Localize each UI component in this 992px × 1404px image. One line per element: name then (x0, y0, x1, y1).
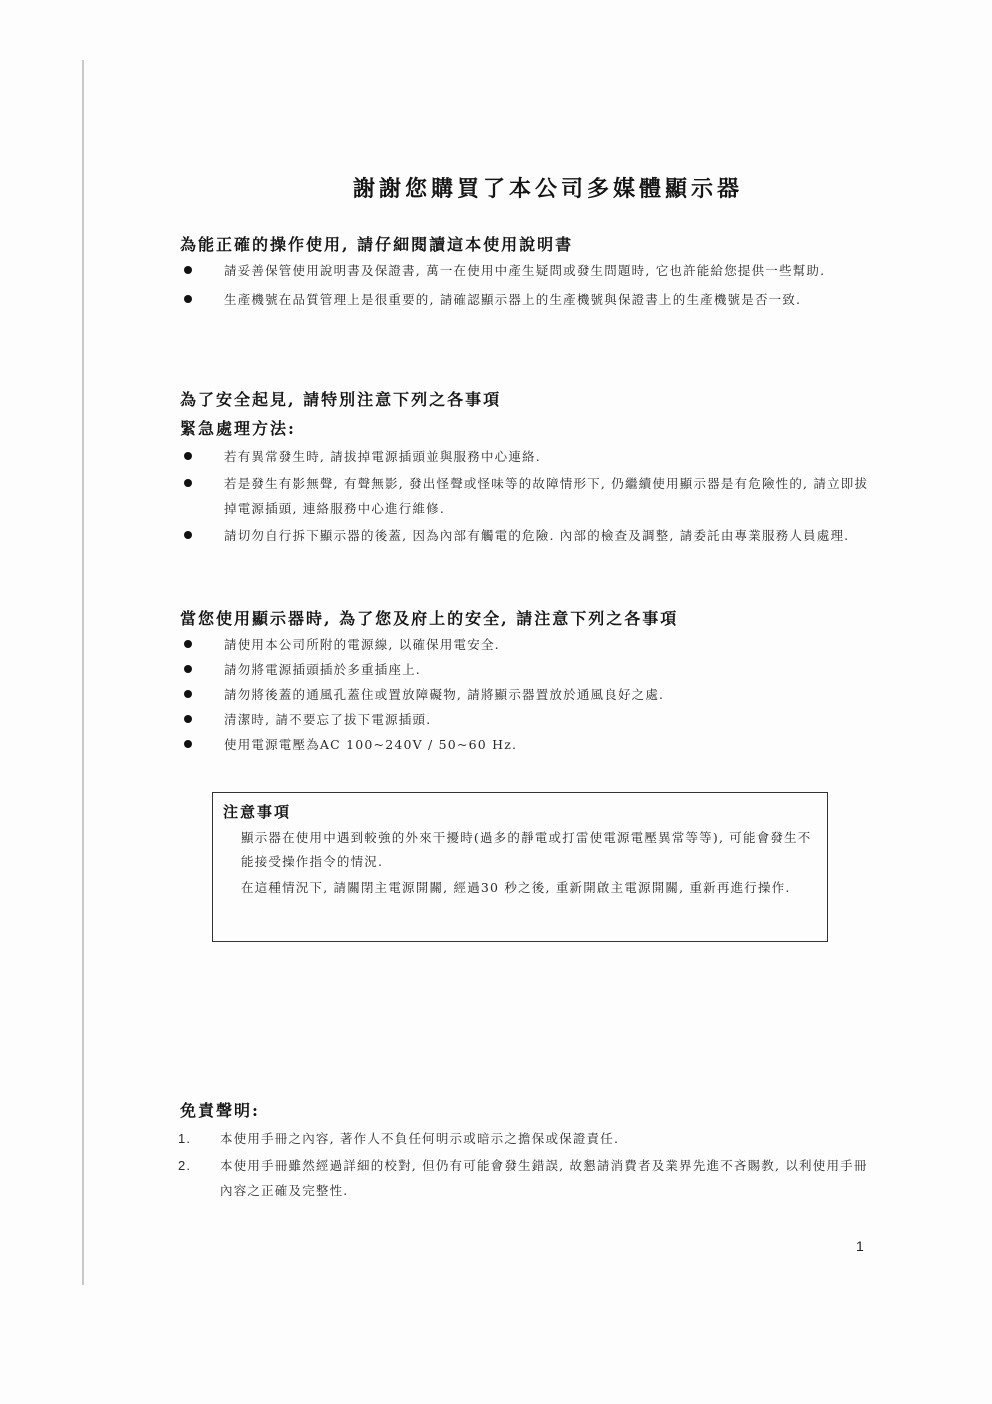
page-title: 謝謝您購買了本公司多媒體顯示器 (352, 176, 743, 202)
bullet-icon (184, 740, 192, 748)
section2-subheading: 緊急處理方法: (180, 419, 296, 438)
list-item-text: 請勿將電源插頭插於多重插座上. (224, 662, 421, 677)
section2-heading: 為了安全起見, 請特別注意下列之各事項 (180, 390, 502, 409)
list-item-text: 使用電源電壓為AC 100~240V / 50~60 Hz. (224, 737, 518, 752)
page-edge-line (82, 60, 84, 1285)
list-item (178, 1153, 868, 1203)
section1-list (180, 258, 870, 316)
section3-heading: 當您使用顯示器時, 為了您及府上的安全, 請注意下列之各事項 (180, 609, 679, 628)
list-number: 1. (178, 1131, 192, 1146)
list-item-text: 本使用手冊雖然經過詳細的校對, 但仍有可能會發生錯誤, 故懇請消費者及業界先進不吝賜教, 以利使用手冊內容之正確及完整性. (220, 1158, 868, 1198)
bullet-icon (184, 531, 192, 539)
list-item-text: 請勿將後蓋的通風孔蓋住或置放障礙物, 請將顯示器置放於通風良好之處. (224, 687, 665, 702)
bullet-icon (184, 640, 192, 648)
list-item (180, 682, 870, 707)
list-item (180, 632, 870, 657)
bullet-icon (184, 295, 192, 303)
list-item (180, 732, 870, 757)
list-item (180, 471, 870, 521)
bullet-icon (184, 690, 192, 698)
page-number: 1 (856, 1238, 864, 1254)
list-item-text: 請切勿自行拆下顯示器的後蓋, 因為內部有觸電的危險. 內部的檢查及調整, 請委託由專業服務人員處理. (224, 528, 850, 543)
list-item (178, 1126, 868, 1151)
list-item-text: 若有異常發生時, 請拔掉電源插頭並與服務中心連絡. (224, 449, 541, 464)
disclaimer-heading: 免責聲明: (180, 1101, 260, 1120)
list-item-text: 請使用本公司所附的電源線, 以確保用電安全. (224, 637, 500, 652)
list-item (180, 523, 870, 548)
list-number: 2. (178, 1158, 192, 1173)
list-item-text: 本使用手冊之內容, 著作人不負任何明示或暗示之擔保或保證責任. (220, 1131, 620, 1146)
bullet-icon (184, 665, 192, 673)
list-item-text: 請妥善保管使用說明書及保證書, 萬一在使用中產生疑問或發生問題時, 它也許能給您提供一些幫助. (224, 263, 826, 278)
bullet-icon (184, 715, 192, 723)
list-item-text: 清潔時, 請不要忘了拔下電源插頭. (224, 712, 432, 727)
list-item (180, 287, 870, 312)
notice-paragraph: 顯示器在使用中遇到較強的外來干擾時(過多的靜電或打雷使電源電壓異常等等), 可能會發生不能接受操作指令的情況. (241, 830, 812, 869)
notice-body (223, 826, 813, 900)
notice-box (212, 792, 828, 942)
bullet-icon (184, 479, 192, 487)
list-item (180, 657, 870, 682)
list-item-text: 若是發生有影無聲, 有聲無影, 發出怪聲或怪味等的故障情形下, 仍繼續使用顯示器是有危險性的, 請立即拔掉電源插頭, 連絡服務中心進行維修. (224, 476, 869, 516)
bullet-icon (184, 452, 192, 460)
list-item (180, 707, 870, 732)
bullet-icon (184, 266, 192, 274)
notice-paragraph: 在這種情況下, 請關閉主電源開關, 經過30 秒之後, 重新開啟主電源開關, 重新再進行操作. (241, 880, 791, 895)
section1-heading: 為能正確的操作使用, 請仔細閱讀這本使用說明書 (180, 235, 574, 254)
list-item-text: 生產機號在品質管理上是很重要的, 請確認顯示器上的生產機號與保證書上的生產機號是否一致. (224, 292, 802, 307)
disclaimer-list (178, 1126, 868, 1205)
section2-list (180, 444, 870, 550)
list-item (180, 444, 870, 469)
list-item (180, 258, 870, 283)
section3-list (180, 632, 870, 757)
notice-title: 注意事項 (223, 803, 292, 821)
